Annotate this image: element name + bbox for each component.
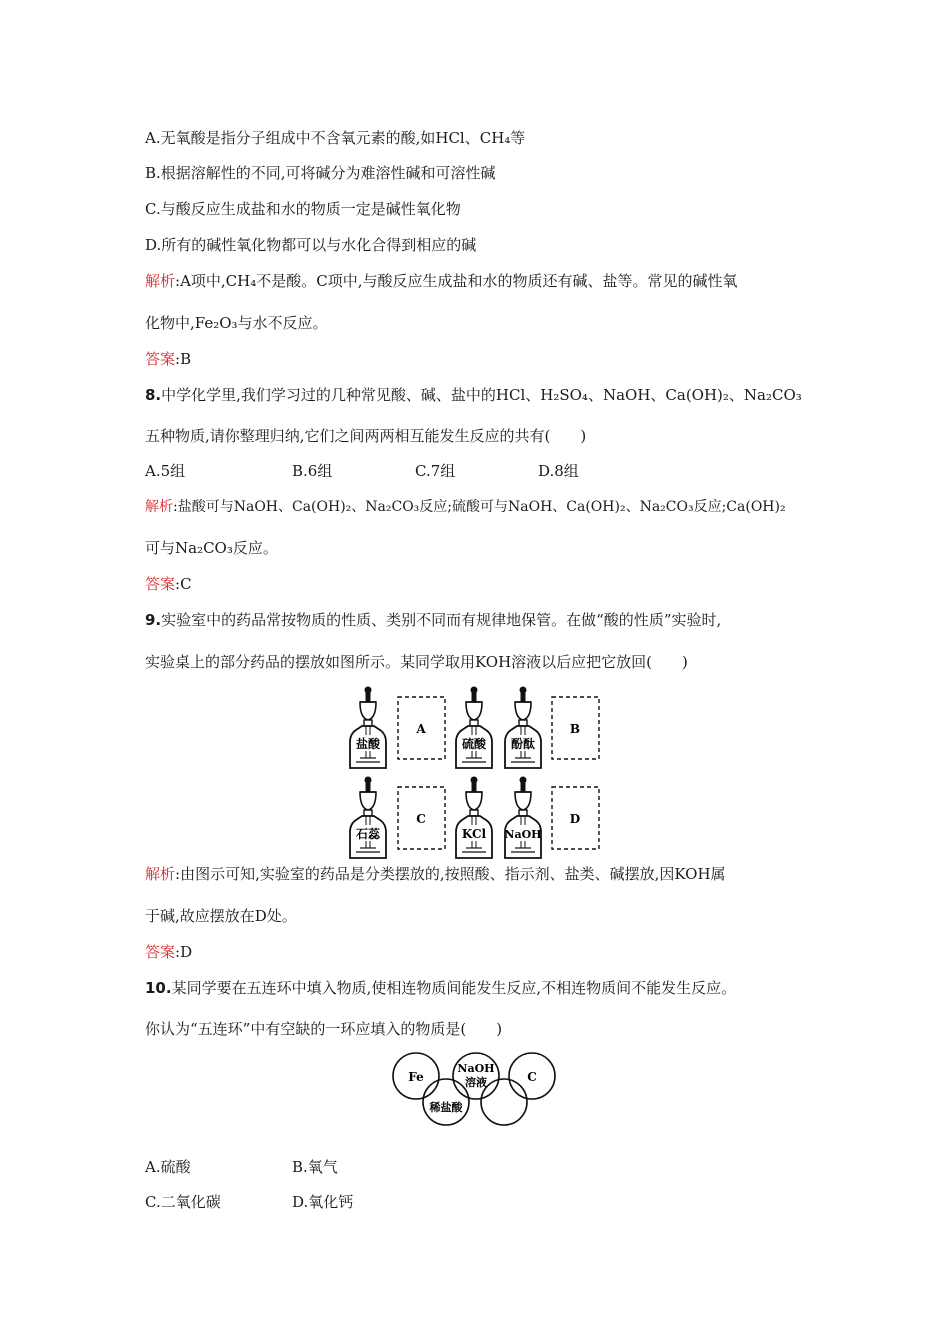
question-number: 8. [145,386,162,404]
bottle-sulfuric-acid [456,687,492,769]
bottle-phenolphthalein [505,687,541,769]
slot-a-label: A [416,722,426,736]
bottle-kcl [456,777,492,859]
q8-analysis-line2: 可与Na₂CO₃反应。 [145,539,278,557]
q7-analysis-line1 [145,271,738,291]
q8-answer [145,574,192,594]
ring-label-c: C [527,1070,537,1084]
answer-label: 答案 [145,575,176,593]
slot-d-label: D [569,812,581,826]
q7-answer [145,349,191,369]
answer-label: 答案 [145,943,176,961]
svg-text:酚酞: 酚酞 [510,737,536,751]
answer-value: :C [175,575,192,593]
svg-text:盐酸: 盐酸 [355,737,381,751]
q9-analysis-line1 [145,864,726,884]
stem-text: 某同学要在五连环中填入物质,使相连物质间能发生反应,不相连物质间不能发生反应。 [171,979,737,997]
q8-analysis-line1 [145,497,786,517]
slot-b-label: B [569,722,581,736]
q7-analysis-line2: 化物中,Fe₂O₃与水不反应。 [145,314,328,332]
analysis-text: :由图示可知,实验室的药品是分类摆放的,按照酸、指示剂、盐类、碱摆放,因KOH属 [175,865,726,883]
q8-option-d: D.8组 [538,462,579,480]
q9-stem-line2: 实验桌上的部分药品的摆放如图所示。某同学取用KOH溶液以后应把它放回( ) [145,653,688,671]
five-rings-figure [390,1050,560,1128]
q9-answer [145,942,192,962]
q9-stem-line1 [145,610,721,630]
ring-label-dilute-hcl: 稀盐酸 [429,1101,463,1114]
q10-option-d: D.氧化钙 [292,1193,354,1211]
q8-option-b: B.6组 [292,462,333,480]
slot-c-label: C [416,812,426,826]
bottle-naoh [504,777,541,859]
q8-stem-line2: 五种物质,请你整理归纳,它们之间两两相互能发生反应的共有( ) [145,427,587,445]
q8-option-a: A.5组 [145,462,186,480]
svg-text:NaOH: NaOH [504,828,542,841]
q10-stem-line2: 你认为“五连环”中有空缺的一环应填入的物质是( ) [145,1020,503,1038]
q9-analysis-line2: 于碱,故应摆放在D处。 [145,907,297,925]
q10-stem-line1 [145,978,736,998]
question-number: 9. [145,611,162,629]
q8-stem-line1 [145,385,802,405]
q7-option-c: C.与酸反应生成盐和水的物质一定是碱性氧化物 [145,200,461,218]
analysis-label: 解析 [145,499,173,515]
q7-option-a: A.无氧酸是指分子组成中不含氧元素的酸,如HCl、CH₄等 [145,129,526,147]
stem-text: 实验室中的药品常按物质的性质、类别不同而有规律地保管。在做“酸的性质”实验时, [161,611,722,629]
q7-option-d: D.所有的碱性氧化物都可以与水化合得到相应的碱 [145,236,477,254]
q8-option-c: C.7组 [415,462,456,480]
ring-empty [481,1079,527,1125]
ring-label-fe: Fe [408,1070,424,1084]
svg-text:KCl: KCl [461,827,487,841]
ring-label-solution: 溶液 [465,1076,487,1089]
q10-option-a: A.硫酸 [145,1158,191,1176]
answer-value: :D [175,943,193,961]
bottle-litmus [350,777,386,859]
answer-label: 答案 [145,350,176,368]
q10-option-c: C.二氧化碳 [145,1193,221,1211]
svg-text:石蕊: 石蕊 [355,827,381,841]
question-number: 10. [145,979,172,997]
analysis-text: :A项中,CH₄不是酸。C项中,与酸反应生成盐和水的物质还有碱、盐等。常见的碱性氧 [175,272,738,290]
answer-value: :B [175,350,192,368]
analysis-label: 解析 [145,272,176,290]
bottle-figure [340,680,615,860]
analysis-text: :盐酸可与NaOH、Ca(OH)₂、Na₂CO₃反应;硫酸可与NaOH、Ca(OH)₂、Na₂CO₃反应;Ca(OH)₂ [173,499,786,515]
svg-text:硫酸: 硫酸 [461,737,487,751]
ring-label-naoh: NaOH [457,1062,495,1075]
bottle-hydrochloric-acid [350,687,386,769]
q7-option-b: B.根据溶解性的不同,可将碱分为难溶性碱和可溶性碱 [145,164,496,182]
q10-option-b: B.氧气 [292,1158,338,1176]
analysis-label: 解析 [145,865,176,883]
stem-text: 中学化学里,我们学习过的几种常见酸、碱、盐中的HCl、H₂SO₄、NaOH、Ca(OH)₂、Na₂CO₃ [161,386,802,404]
